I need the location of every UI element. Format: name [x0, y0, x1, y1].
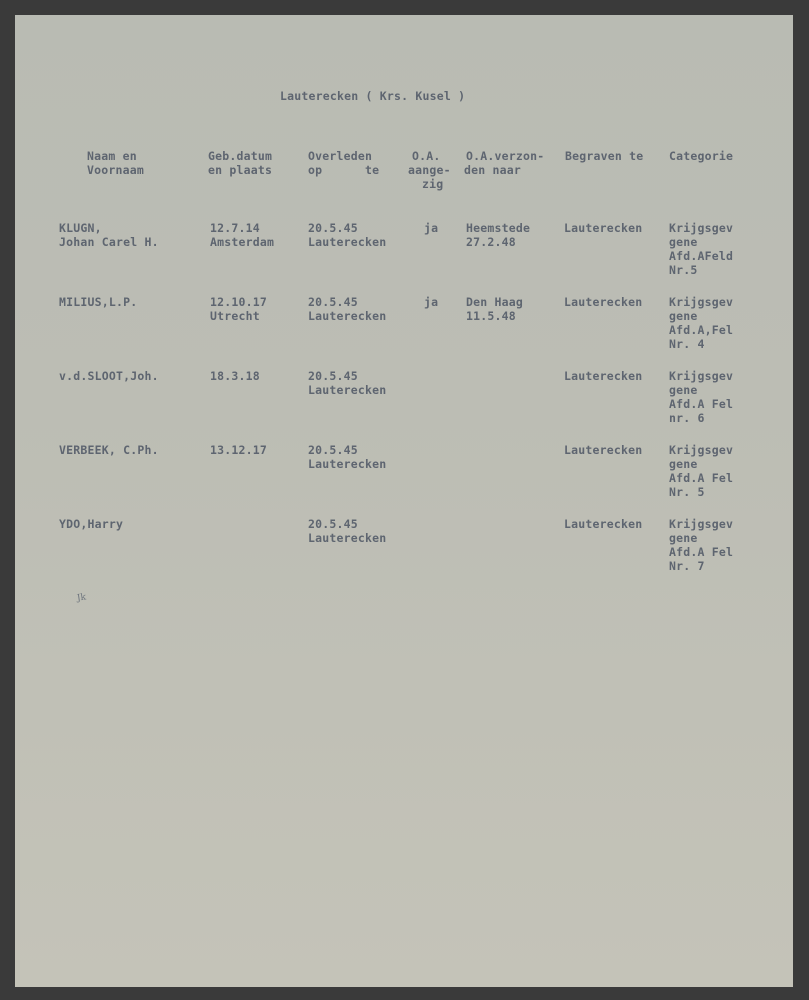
row4-overleden-line2: Lauterecken — [308, 457, 387, 471]
row2-geb-line2: Utrecht — [210, 309, 260, 323]
row4-naam: VERBEEK, C.Ph. — [59, 443, 159, 457]
header-verzon-line1: O.A.verzon- — [466, 149, 545, 163]
header-oa-line1: O.A. — [412, 149, 441, 163]
row4-overleden-line1: 20.5.45 — [308, 443, 358, 457]
header-begraven: Begraven te — [565, 149, 644, 163]
row1-begraven: Lauterecken — [564, 221, 643, 235]
row2-categorie-line1: Krijgsgev — [669, 295, 734, 309]
row3-geb: 18.3.18 — [210, 369, 260, 383]
row2-geb-line1: 12.10.17 — [210, 295, 267, 309]
row1-overleden-line1: 20.5.45 — [308, 221, 358, 235]
row5-categorie-line2: gene — [669, 531, 698, 545]
row5-overleden-line2: Lauterecken — [308, 531, 387, 545]
header-naam-line1: Naam en — [87, 149, 137, 163]
row1-categorie-line2: gene — [669, 235, 698, 249]
row5-overleden-line1: 20.5.45 — [308, 517, 358, 531]
row3-categorie-line2: gene — [669, 383, 698, 397]
row1-geb-line1: 12.7.14 — [210, 221, 260, 235]
row2-begraven: Lauterecken — [564, 295, 643, 309]
row4-categorie-line4: Nr. 5 — [669, 485, 705, 499]
row5-naam: YDO,Harry — [59, 517, 124, 531]
row2-overleden-line2: Lauterecken — [308, 309, 387, 323]
row3-naam: v.d.SLOOT,Joh. — [59, 369, 159, 383]
page-title: Lauterecken ( Krs. Kusel ) — [280, 89, 466, 103]
row2-overleden-line1: 20.5.45 — [308, 295, 358, 309]
header-verzon-line2: den naar — [464, 163, 521, 177]
row1-verzon-line1: Heemstede — [466, 221, 531, 235]
document-page — [15, 15, 793, 987]
row4-categorie-line1: Krijgsgev — [669, 443, 734, 457]
header-naam-line2: Voornaam — [87, 163, 144, 177]
row2-categorie-line4: Nr. 4 — [669, 337, 705, 351]
row3-categorie-line4: nr. 6 — [669, 411, 705, 425]
row3-overleden-line1: 20.5.45 — [308, 369, 358, 383]
header-overleden-line2: op te — [308, 163, 380, 177]
row1-geb-line2: Amsterdam — [210, 235, 275, 249]
row1-verzon-line2: 27.2.48 — [466, 235, 516, 249]
row5-categorie-line4: Nr. 7 — [669, 559, 705, 573]
row1-naam-line2: Johan Carel H. — [59, 235, 159, 249]
row1-oa: ja — [424, 221, 439, 235]
row2-oa: ja — [424, 295, 439, 309]
row1-categorie-line3: Afd.AFeld — [669, 249, 734, 263]
header-overleden-line1: Overleden — [308, 149, 373, 163]
row1-categorie-line1: Krijgsgev — [669, 221, 734, 235]
row4-geb: 13.12.17 — [210, 443, 267, 457]
row5-categorie-line3: Afd.A Fel — [669, 545, 734, 559]
header-oa-line3: zig — [422, 177, 444, 191]
row2-verzon-line1: Den Haag — [466, 295, 523, 309]
row4-categorie-line2: gene — [669, 457, 698, 471]
header-categorie: Categorie — [669, 149, 734, 163]
row4-begraven: Lauterecken — [564, 443, 643, 457]
margin-mark: Jk — [76, 592, 87, 604]
row5-categorie-line1: Krijgsgev — [669, 517, 734, 531]
header-geb-line1: Geb.datum — [208, 149, 273, 163]
row3-begraven: Lauterecken — [564, 369, 643, 383]
row1-overleden-line2: Lauterecken — [308, 235, 387, 249]
header-oa-line2: aange- — [408, 163, 451, 177]
row4-categorie-line3: Afd.A Fel — [669, 471, 734, 485]
row2-naam: MILIUS,L.P. — [59, 295, 138, 309]
row3-categorie-line3: Afd.A Fel — [669, 397, 734, 411]
row2-categorie-line2: gene — [669, 309, 698, 323]
row5-begraven: Lauterecken — [564, 517, 643, 531]
header-geb-line2: en plaats — [208, 163, 273, 177]
row3-categorie-line1: Krijgsgev — [669, 369, 734, 383]
row1-categorie-line4: Nr.5 — [669, 263, 698, 277]
row1-naam-line1: KLUGN, — [59, 221, 102, 235]
row3-overleden-line2: Lauterecken — [308, 383, 387, 397]
row2-verzon-line2: 11.5.48 — [466, 309, 516, 323]
row2-categorie-line3: Afd.A,Fel — [669, 323, 734, 337]
